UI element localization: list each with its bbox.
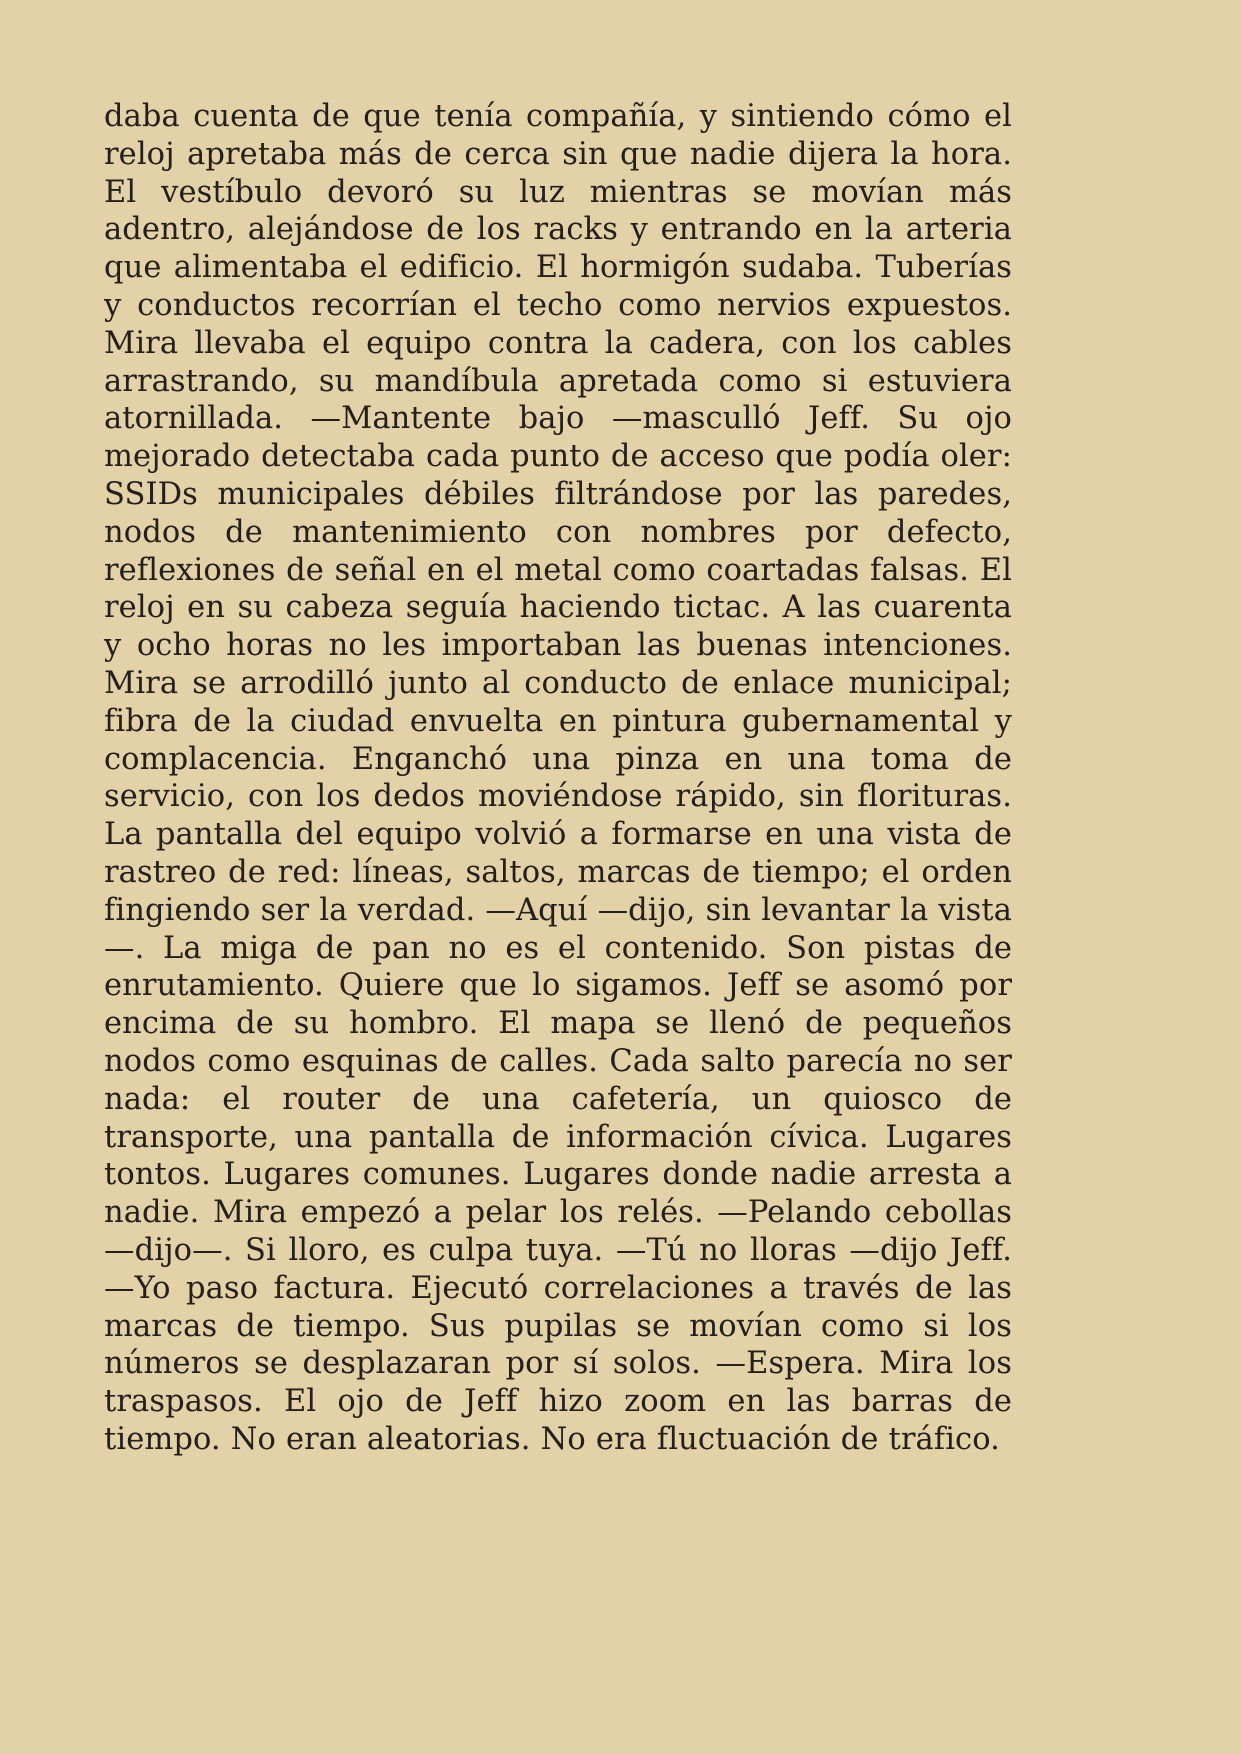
- text-column: [104, 98, 1012, 1459]
- body-paragraph: daba cuenta de que tenía compañía, y sintiendo cómo el reloj apretaba más de cerca sin que nadie dijera la hora. El vestíbulo devoró su luz mientras se movían más adentro, alejándose de los racks y entrando en la arteria que alimentaba el edificio. El hormigón sudaba. Tuberías y conductos recorrían el techo como nervios expuestos. Mira llevaba el equipo contra la cadera, con los cables arrastrando, su mandíbula apretada como si estuviera atornillada. —Mantente bajo —masculló Jeff. Su ojo mejorado detectaba cada punto de acceso que podía oler: SSIDs municipales débiles filtrándose por las paredes, nodos de mantenimiento con nombres por defecto, reflexiones de señal en el metal como coartadas falsas. El reloj en su cabeza seguía haciendo tictac. A las cuarenta y ocho horas no les importaban las buenas intenciones. Mira se arrodilló junto al conducto de enlace municipal; fibra de la ciudad envuelta en pintura gubernamental y complacencia. Enganchó una pinza en una toma de servicio, con los dedos moviéndose rápido, sin florituras. La pantalla del equipo volvió a formarse en una vista de rastreo de red: líneas, saltos, marcas de tiempo; el orden fingiendo ser la verdad. —Aquí —dijo, sin levantar la vista—. La miga de pan no es el contenido. Son pistas de enrutamiento. Quiere que lo sigamos. Jeff se asomó por encima de su hombro. El mapa se llenó de pequeños nodos como esquinas de calles. Cada salto parecía no ser nada: el router de una cafetería, un quiosco de transporte, una pantalla de información cívica. Lugares tontos. Lugares comunes. Lugares donde nadie arresta a nadie. Mira empezó a pelar los relés. —Pelando cebollas —dijo—. Si lloro, es culpa tuya. —Tú no lloras —dijo Jeff. —Yo paso factura. Ejecutó correlaciones a través de las marcas de tiempo. Sus pupilas se movían como si los números se desplazaran por sí solos. —Espera. Mira los traspasos. El ojo de Jeff hizo zoom en las barras de tiempo. No eran aleatorias. No era fluctuación de tráfico.: [104, 99, 1012, 1457]
